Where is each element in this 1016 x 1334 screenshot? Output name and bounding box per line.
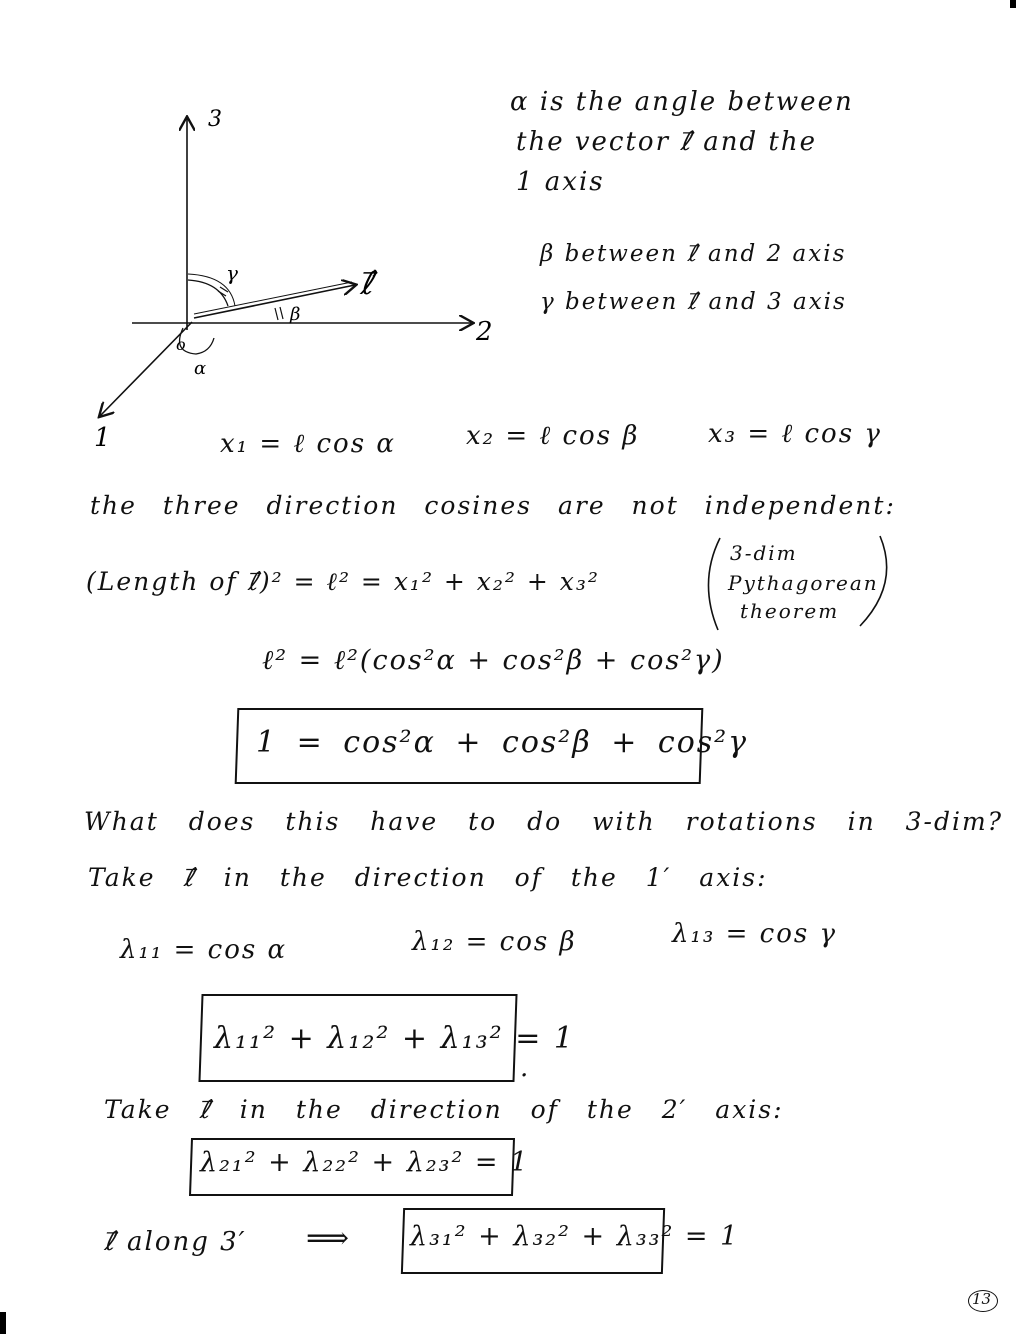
beta-label: β: [290, 304, 301, 325]
box1-dot: .: [520, 1053, 531, 1083]
equation-x2: x₂ = ℓ cos β: [466, 421, 640, 451]
axis-3-label: 3: [208, 107, 222, 132]
length-equation: (Length of ℓ⃗)² = ℓ² = x₁² + x₂² + x₃²: [86, 567, 600, 596]
equation-x1: x₁ = ℓ cos α: [220, 429, 396, 459]
equation-x3: x₃ = ℓ cos γ: [708, 419, 882, 449]
beta-ticks: [275, 307, 283, 320]
axis-2-label: 2: [476, 317, 493, 347]
origin-label: o: [176, 335, 186, 354]
box3-equation: λ₃₁² + λ₃₂² + λ₃₃² = 1: [410, 1221, 740, 1252]
pythagorean-note-1: 3-dim: [730, 541, 798, 565]
rotations-question: What does this have to do with rotations in 3-dim?: [84, 807, 1004, 836]
box2-equation: λ₂₁² + λ₂₂² + λ₂₃² = 1: [200, 1147, 530, 1178]
gamma-label: γ: [226, 261, 238, 285]
take-l-direction-2: Take ℓ⃗ in the direction of the 2′ axis:: [104, 1095, 784, 1124]
take-l-direction-1: Take ℓ⃗ in the direction of the 1′ axis:: [88, 863, 768, 892]
lambda-12: λ₁₂ = cos β: [412, 927, 577, 957]
boxed-identity: 1 = cos²α + cos²β + cos²γ: [256, 725, 749, 760]
vector-l-label: ℓ⃗: [360, 264, 374, 302]
scan-edge-mark-top: [1010, 0, 1016, 8]
page-number: 13: [972, 1290, 992, 1308]
gamma-note: γ between ℓ⃗ and 3 axis: [540, 289, 847, 315]
axis-1-label: 1: [94, 423, 111, 453]
scan-edge-mark-bottom: [0, 1312, 6, 1334]
alpha-note-line1: α is the angle between: [510, 87, 854, 117]
not-independent-line: the three direction cosines are not independent:: [90, 491, 896, 520]
box1-equation: λ₁₁² + λ₁₂² + λ₁₃² = 1: [214, 1021, 575, 1056]
lambda-11: λ₁₁ = cos α: [120, 935, 288, 965]
alpha-note-line3: 1 axis: [516, 167, 605, 197]
pythagorean-note-2: Pythagorean: [728, 571, 879, 595]
alpha-note-line2: the vector ℓ⃗ and the: [516, 127, 818, 157]
implies-arrow: ⟹: [306, 1221, 352, 1256]
pythagorean-note-3: theorem: [740, 599, 840, 623]
lambda-13: λ₁₃ = cos γ: [672, 919, 837, 949]
along-3-label: ℓ⃗ along 3′: [104, 1227, 247, 1257]
expanded-equation: ℓ² = ℓ²(cos²α + cos²β + cos²γ): [262, 645, 725, 676]
alpha-label: α: [194, 358, 207, 379]
beta-note: β between ℓ⃗ and 2 axis: [540, 241, 847, 267]
